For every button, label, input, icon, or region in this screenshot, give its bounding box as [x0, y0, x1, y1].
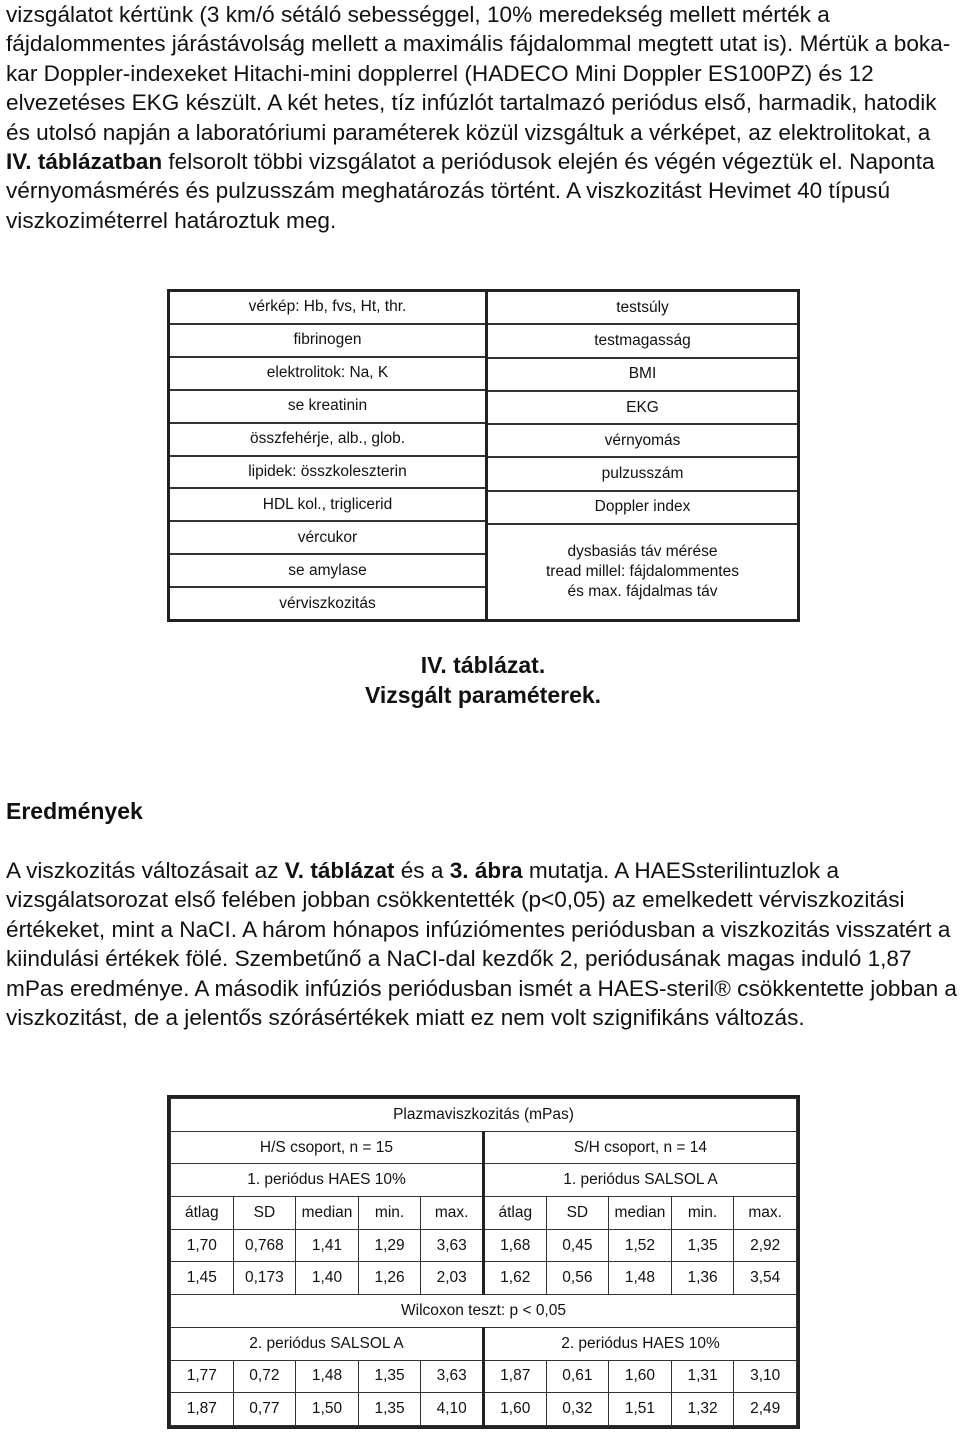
table-cell: 0,56	[546, 1262, 609, 1295]
table-cell: 0,45	[546, 1229, 609, 1262]
paragraph-text: felsorolt többi vizsgálatot a periódusok elején és végén végeztük el. Naponta vérnyomásmérés és pulzusszám meghatározás történt. A viszkozitást Hevimet 40 típusú viszkoziméterrel határoztuk meg.	[6, 149, 935, 233]
table-cell: 1,51	[609, 1393, 672, 1426]
group-left: H/S csoport, n = 15	[171, 1131, 484, 1164]
table-row	[171, 1393, 797, 1426]
table-cell: min.	[358, 1197, 421, 1230]
period1-left: 1. periódus HAES 10%	[171, 1164, 484, 1197]
table-cell: 1,35	[671, 1229, 734, 1262]
lab-parameter-cell: lipidek: összkoleszterin	[170, 457, 485, 490]
treadmill-parameter-cell	[488, 525, 797, 619]
table-title: Plazmaviszkozitás (mPas)	[171, 1099, 797, 1132]
table-cell: 2,92	[734, 1229, 797, 1262]
table-cell: 1,62	[483, 1262, 546, 1295]
table-cell: 4,10	[421, 1393, 484, 1426]
group-right: S/H csoport, n = 14	[483, 1131, 796, 1164]
table-cell: 1,87	[171, 1393, 234, 1426]
intro-paragraph	[6, 0, 958, 235]
table-cell: 1,77	[171, 1360, 234, 1393]
lab-parameter-cell: se amylase	[170, 555, 485, 588]
header-row	[171, 1197, 797, 1230]
clinical-parameter-cell: pulzusszám	[488, 458, 797, 491]
cell-line: és max. fájdalmas táv	[567, 583, 718, 601]
table-cell: 0,768	[233, 1229, 296, 1262]
table-cell: 1,68	[483, 1229, 546, 1262]
table-cell: median	[296, 1197, 359, 1230]
table-cell: 1,87	[483, 1360, 546, 1393]
clinical-parameter-cell: vérnyomás	[488, 425, 797, 458]
lab-parameter-cell: elektrolitok: Na, K	[170, 358, 485, 391]
caption-subtitle: Vizsgált paraméterek.	[364, 682, 602, 708]
period2-right: 2. periódus HAES 10%	[483, 1327, 796, 1360]
figure-reference: 3. ábra	[449, 858, 523, 883]
cell-line: tread millel: fájdalommentes	[546, 563, 739, 581]
clinical-parameter-cell: testmagasság	[488, 325, 797, 358]
lab-parameter-cell: se kreatinin	[170, 391, 485, 424]
table-cell: 1,48	[296, 1360, 359, 1393]
table-cell: 1,41	[296, 1229, 359, 1262]
caption-title: IV. táblázat.	[420, 652, 546, 678]
lab-parameter-cell: összfehérje, alb., glob.	[170, 424, 485, 457]
lab-parameter-cell: vérkép: Hb, fvs, Ht, thr.	[170, 292, 485, 325]
table-cell: 1,26	[358, 1262, 421, 1295]
table-cell: 1,29	[358, 1229, 421, 1262]
table-reference: IV. táblázatban	[6, 149, 163, 175]
table-cell: 0,173	[233, 1262, 296, 1295]
lab-parameters-column	[170, 292, 488, 619]
table-cell: 1,31	[671, 1360, 734, 1393]
table-cell: 1,60	[609, 1360, 672, 1393]
table-cell: 2,49	[734, 1393, 797, 1426]
table-cell: max.	[421, 1197, 484, 1230]
table-cell: 1,45	[171, 1262, 234, 1295]
table-cell: 1,32	[671, 1393, 734, 1426]
clinical-parameter-cell: EKG	[488, 392, 797, 425]
table-cell: 3,10	[734, 1360, 797, 1393]
parameters-table	[167, 289, 800, 622]
table-cell: min.	[671, 1197, 734, 1230]
table-row	[171, 1360, 797, 1393]
table-cell: SD	[233, 1197, 296, 1230]
table-row	[171, 1229, 797, 1262]
table-cell: 0,72	[233, 1360, 296, 1393]
table-cell: 1,36	[671, 1262, 734, 1295]
table-cell: 1,48	[609, 1262, 672, 1295]
results-paragraph	[6, 856, 958, 1032]
clinical-parameters-column	[488, 292, 797, 619]
table-row	[171, 1262, 797, 1295]
period1-right: 1. periódus SALSOL A	[483, 1164, 796, 1197]
viscosity-table	[167, 1095, 800, 1429]
table-cell: 1,35	[358, 1393, 421, 1426]
table-cell: 1,35	[358, 1360, 421, 1393]
paragraph-text: A viszkozitás változásait az	[6, 858, 285, 883]
clinical-parameter-cell: testsúly	[488, 292, 797, 325]
table-cell: 0,32	[546, 1393, 609, 1426]
table-caption	[0, 650, 960, 710]
table-cell: átlag	[483, 1197, 546, 1230]
lab-parameter-cell: HDL kol., triglicerid	[170, 489, 485, 522]
table-cell: 0,61	[546, 1360, 609, 1393]
paragraph-text: mutatja. A HAESsterilintuzlok a vizsgálatsorozat első felében jobban csökkentették (p<0,05) az emelkedett vérviszkozitási értékeket, mint a NaCI. A három hónapos infúziómentes periódusban a viszkozitás visszatért a kiindulási értékek fölé. Szembetűnő a NaCI-dal kezdők 2, periódusának magas induló 1,87 mPas eredménye. A második infúziós periódusban ismét a HAES-steril® csökkentette jobban a viszkozitást, de a jelentős szórásértékek miatt ez nem volt szignifikáns változás.	[6, 858, 957, 1031]
table-cell: 1,70	[171, 1229, 234, 1262]
table-cell: 1,52	[609, 1229, 672, 1262]
section-heading: Eredmények	[6, 798, 143, 824]
table-cell: max.	[734, 1197, 797, 1230]
cell-line: dysbasiás táv mérése	[567, 543, 718, 561]
table-reference: V. táblázat	[284, 858, 395, 883]
table-cell: átlag	[171, 1197, 234, 1230]
lab-parameter-cell: fibrinogen	[170, 325, 485, 358]
paragraph-text: vizsgálatot kértünk (3 km/ó sétáló sebességgel, 10% meredekség mellett mérték a fájdalommentes járástávolság mellett a maximális fájdalommal megtett utat is). Mértük a boka-kar Doppler-indexeket Hitachi-mini dopplerrel (HADECO Mini Doppler ES100PZ) és 12 elvezetéses EKG készült. A két hetes, tíz infúzlót tartalmazó periódus első, harmadik, hatodik és utolsó napján a laboratóriumi paraméterek közül vizsgáltuk a vérképet, az elektrolitokat, a	[6, 2, 951, 145]
period2-left: 2. periódus SALSOL A	[171, 1327, 484, 1360]
clinical-parameter-cell: Doppler index	[488, 492, 797, 525]
table-cell: 1,40	[296, 1262, 359, 1295]
table-cell: 0,77	[233, 1393, 296, 1426]
lab-parameter-cell: vércukor	[170, 522, 485, 555]
table-cell: 2,03	[421, 1262, 484, 1295]
table-cell: SD	[546, 1197, 609, 1230]
table-cell: 3,63	[421, 1360, 484, 1393]
table-cell: 1,50	[296, 1393, 359, 1426]
clinical-parameter-cell: BMI	[488, 359, 797, 392]
paragraph-text: és a	[394, 858, 450, 883]
table-cell: median	[609, 1197, 672, 1230]
wilcoxon-row: Wilcoxon teszt: p < 0,05	[171, 1295, 797, 1328]
table-cell: 3,54	[734, 1262, 797, 1295]
lab-parameter-cell: vérviszkozitás	[279, 594, 376, 612]
table-cell: 3,63	[421, 1229, 484, 1262]
table-cell: 1,60	[483, 1393, 546, 1426]
